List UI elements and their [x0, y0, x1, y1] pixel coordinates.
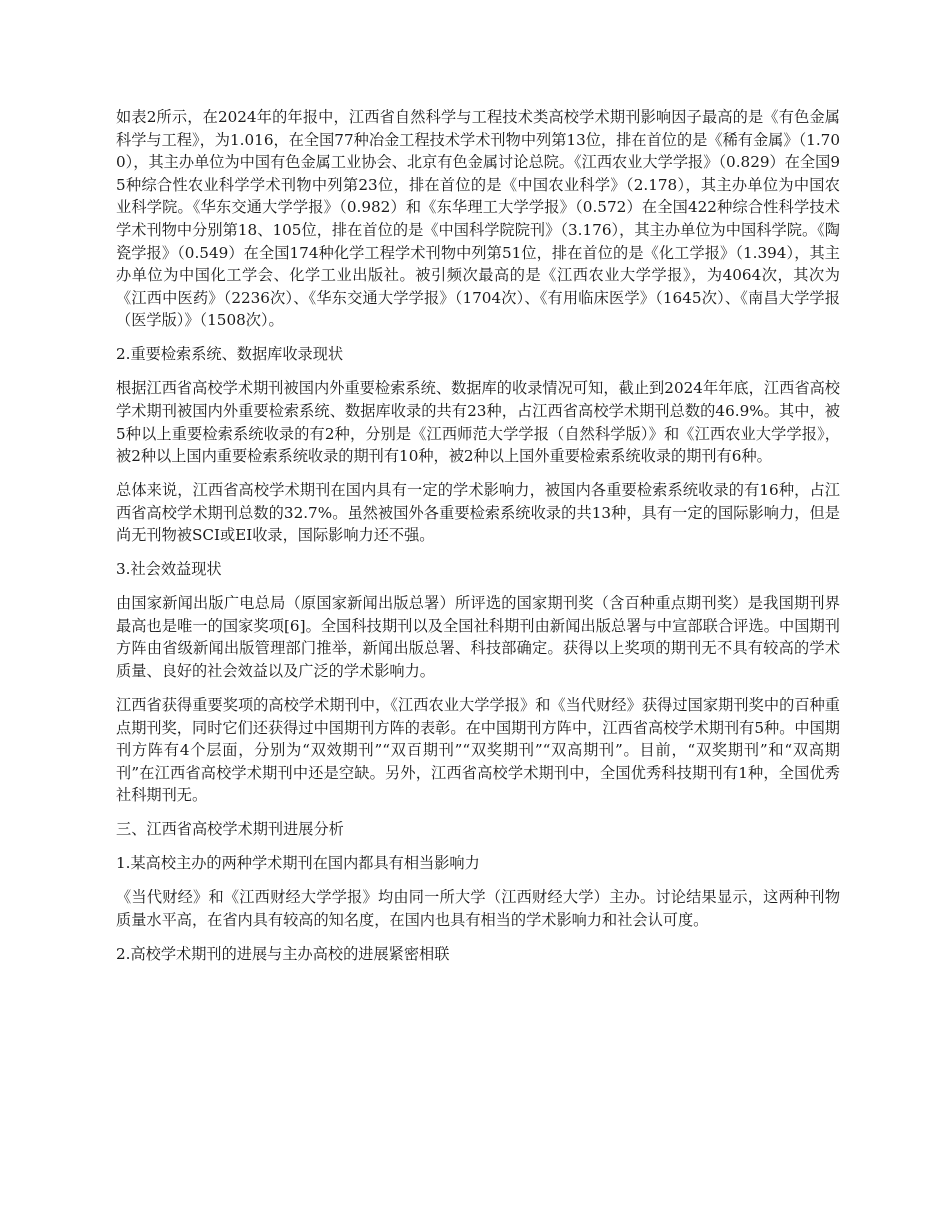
paragraph-awarded-journals: 江西省获得重要奖项的高校学术期刊中，《江西农业大学学报》和《当代财经》获得过国家期刊奖中的百种重点期刊奖，同时它们还获得过中国期刊方阵的表彰。在中国期刊方阵中，江西省高校学术期刊有5种。中国期刊方阵有4个层面，分别为“双效期刊”“双百期刊”“双奖期刊”“双高期刊”。目前，“双奖期刊”和“双高期刊”在江西省高校学术期刊中还是空缺。另外，江西省高校学术期刊中，全国优秀科技期刊有1种，全国优秀社科期刊无。 [116, 696, 840, 805]
heading-development-analysis: 三、江西省高校学术期刊进展分析 [116, 820, 344, 839]
paragraph-national-awards: 由国家新闻出版广电总局（原国家新闻出版总署）所评选的国家期刊奖（含百种重点期刊奖）是我国期刊界最高也是唯一的国家奖项[6]。全国科技期刊以及全国社科期刊由新闻出版总署与中宣部联合评选。中国期刊方阵由省级新闻出版管理部门推举，新闻出版总署、科技部确定。获得以上奖项的期刊无不具有较高的学术质量、良好的社会效益以及广泛的学术影响力。 [116, 594, 840, 681]
paragraph-two-journals: 《当代财经》和《江西财经大学学报》均由同一所大学（江西财经大学）主办。讨论结果显示，这两种刊物质量水平高，在省内具有较高的知名度，在国内也具有相当的学术影响力和社会认可度。 [116, 888, 840, 929]
document-page [116, 106, 840, 977]
paragraph-impact-factors: 如表2所示，在2024年的年报中，江西省自然科学与工程技术类高校学术期刊影响因子最高的是《有色金属科学与工程》，为1.016，在全国77种冶金工程技术学术刊物中列第13位，排在首位的是《稀有金属》（1.700），其主办单位为中国有色金属工业协会、北京有色金属讨论总院。《江西农业大学学报》（0.829）在全国95种综合性农业科学学术刊物中列第23位，排在首位的是《中国农业科学》（2.178），其主办单位为中国农业科学院。《华东交通大学学报》（0.982）和《东华理工大学学报》（0.572）在全国422种综合性科学技术学术刊物中分别第18、105位，排在首位的是《中国科学院院刊》（3.176），其主办单位为中国科学院。《陶瓷学报》（0.549）在全国174种化学工程学术刊物中列第51位，排在首位的是《化工学报》（1.394），其主办单位为中国化工学会、化学工业出版社。被引频次最高的是《江西农业大学学报》，为4064次，其次为《江西中医药》（2236次）、《华东交通大学学报》（1704次）、《有用临床医学》（1645次）、《南昌大学学报（医学版）》（1508次）。 [116, 108, 840, 330]
heading-two-journals: 1.某高校主办的两种学术期刊在国内都具有相当影响力 [116, 854, 480, 873]
paragraph-indexing-summary: 总体来说，江西省高校学术期刊在国内具有一定的学术影响力，被国内各重要检索系统收录的有16种，占江西省高校学术期刊总数的32.7%。虽然被国外各重要检索系统收录的共13种，具有一定的国际影响力，但是尚无刊物被SCI或EI收录，国际影响力还不强。 [116, 481, 840, 545]
heading-indexing-status: 2.重要检索系统、数据库收录现状 [116, 345, 344, 364]
heading-social-benefit: 3.社会效益现状 [116, 560, 222, 579]
heading-university-link: 2.高校学术期刊的进展与主办高校的进展紧密相联 [116, 944, 450, 963]
paragraph-indexing-details: 根据江西省高校学术期刊被国内外重要检索系统、数据库的收录情况可知，截止到2024年年底，江西省高校学术期刊被国内外重要检索系统、数据库收录的共有23种，占江西省高校学术期刊总数的46.9%。其中，被5种以上重要检索系统收录的有2种，分别是《江西师范大学学报（自然科学版）》和《江西农业大学学报》，被2种以上国内重要检索系统收录的期刊有10种，被2种以上国外重要检索系统收录的期刊有6种。 [116, 379, 840, 466]
